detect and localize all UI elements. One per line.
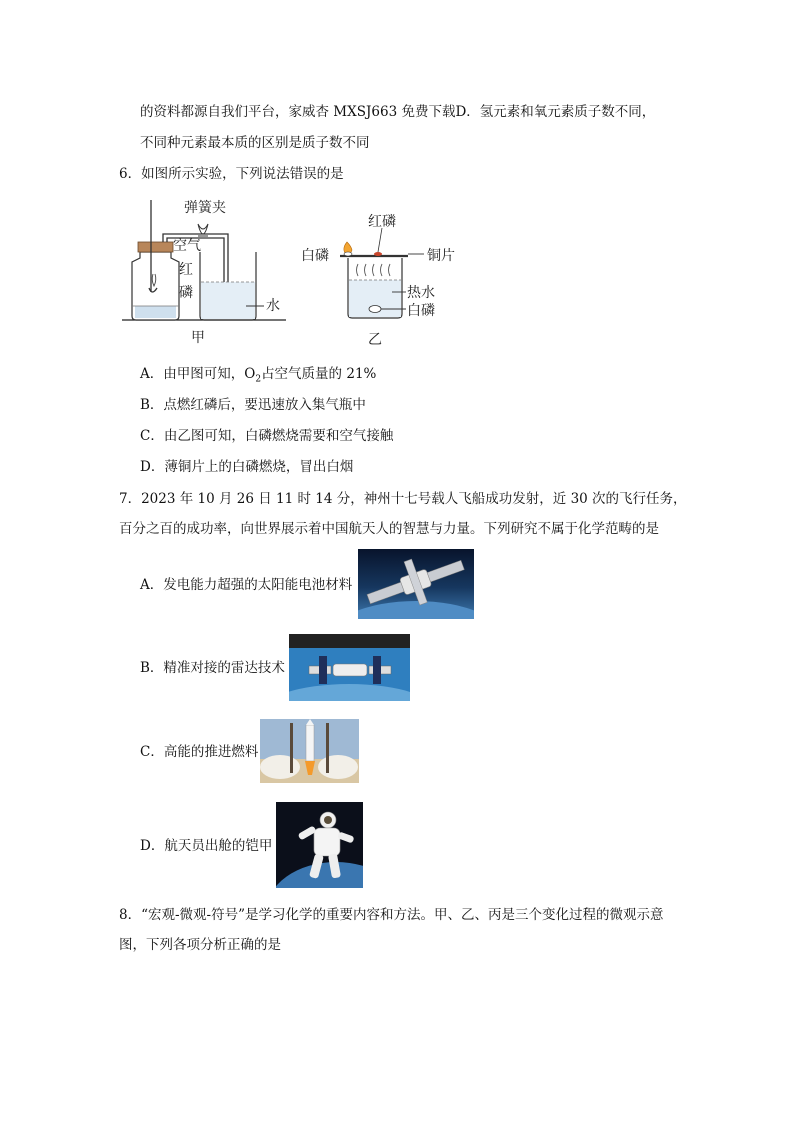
q8-stem-2: 图，下列各项分析正确的是 [119, 937, 281, 953]
q6-stem: 6．如图所示实验，下列说法错误的是 [119, 166, 344, 182]
rocket-launch-image [260, 719, 359, 783]
q5-line-2: 不同种元素最本质的区别是质子数不同 [140, 135, 370, 151]
label-red-2: 磷 [179, 285, 193, 301]
astronaut-spacesuit-image [276, 802, 363, 888]
label-red-1: 红 [179, 262, 193, 278]
q8-stem-1: 8．“宏观-微观-符号”是学习化学的重要内容和方法。甲、乙、丙是三个变化过程的微观示意 [119, 907, 664, 923]
q6-option-a-text: A．由甲图可知，O [140, 366, 256, 382]
q7-stem-1: 7．2023 年 10 月 26 日 11 时 14 分，神州十七号载人飞船成功发射，近 30 次的飞行任务， [119, 491, 687, 507]
label-air: 空气 [173, 238, 201, 254]
experiment-diagram [118, 196, 463, 348]
label-spring-clip: 弹簧夹 [184, 200, 226, 216]
label-hot-water: 热水 [407, 285, 435, 301]
q5-line-1: 的资料都源自我们平台，家威杏 MXSJ663 免费下载D．氢元素和氧元素质子数不同， [140, 104, 656, 120]
spacecraft-docking-image [289, 634, 410, 701]
label-red-phosphorus: 红磷 [368, 214, 396, 230]
q6-option-a-text-end: 占空气质量的 21% [261, 366, 377, 382]
label-water: 水 [266, 298, 280, 314]
label-white-phosphorus-bottom: 白磷 [407, 303, 435, 319]
space-station-solar-panel-image [358, 549, 474, 619]
q7-option-c[interactable]: C．高能的推进燃料 [140, 744, 259, 760]
q7-option-d[interactable]: D．航天员出舱的铠甲 [140, 838, 273, 854]
q6-option-a[interactable] [140, 364, 376, 390]
q6-option-d[interactable]: D．薄铜片上的白磷燃烧，冒出白烟 [140, 459, 354, 475]
label-white-phosphorus-top: 白磷 [301, 248, 329, 264]
q6-option-a-subscript: 2 [255, 374, 262, 385]
q7-stem-2: 百分之百的成功率，向世界展示着中国航天人的智慧与力量。下列研究不属于化学范畴的是 [119, 521, 659, 537]
q6-option-c[interactable]: C．由乙图可知，白磷燃烧需要和空气接触 [140, 428, 394, 444]
q7-option-b[interactable]: B．精准对接的雷达技术 [140, 660, 285, 676]
q7-option-a[interactable]: A．发电能力超强的太阳能电池材料 [140, 577, 353, 593]
label-copper-sheet: 铜片 [427, 248, 455, 264]
q6-option-b[interactable]: B．点燃红磷后，要迅速放入集气瓶中 [140, 397, 366, 413]
label-jia: 甲 [191, 330, 205, 346]
label-yi: 乙 [368, 332, 382, 348]
